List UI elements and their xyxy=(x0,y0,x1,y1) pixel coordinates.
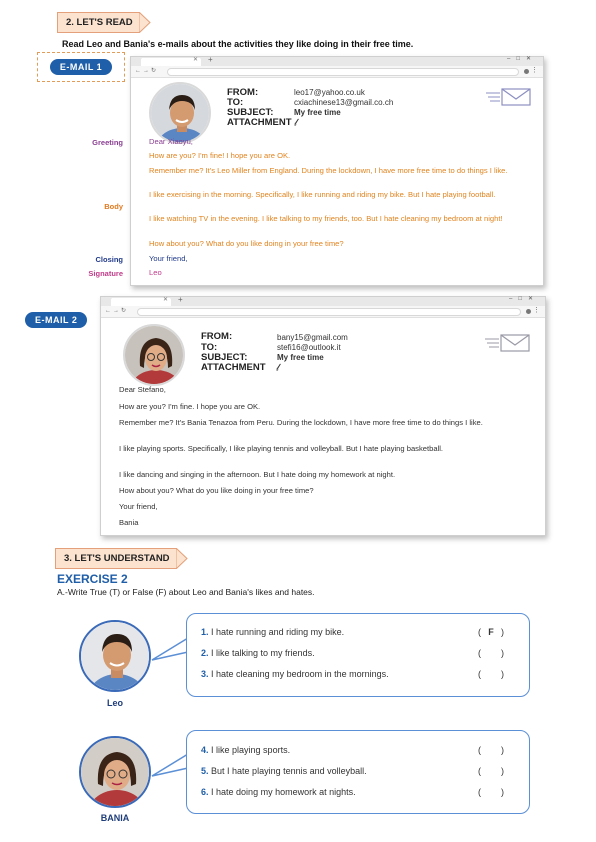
bania-avatar xyxy=(123,324,185,386)
answer-4[interactable]: ( ) xyxy=(478,745,504,755)
section-understand-label: 3. LET'S UNDERSTAND xyxy=(55,548,176,569)
attachment-paperclip-icon[interactable]: 𝓁 xyxy=(294,118,298,129)
statement-1: 1. I hate running and riding my bike. xyxy=(201,627,345,637)
email1-body-line-2: Remember me? It's Leo Miller from England. During the lockdown, I have more free time to do things I like. xyxy=(149,166,508,175)
envelope-icon xyxy=(486,87,532,107)
email2-body-line-1: How are you? I'm fine. I hope you are OK. xyxy=(119,402,261,411)
greeting-side-label: Greeting xyxy=(92,138,123,147)
profile-icon[interactable] xyxy=(524,69,529,74)
email2-body-line-4: I like dancing and singing in the afternoon. But I hate doing my homework at night. xyxy=(119,470,396,479)
exercise-title: EXERCISE 2 xyxy=(57,572,128,586)
browser-urlbar xyxy=(101,306,545,318)
body-side-label: Body xyxy=(104,202,123,211)
email1-window xyxy=(130,56,544,286)
window-controls-icon[interactable]: –□✕ xyxy=(507,56,537,62)
from-value: bany15@gmail.com xyxy=(277,333,348,342)
bania-name: BANIA xyxy=(100,813,130,823)
email2-tag-box xyxy=(25,310,87,328)
subject-value: My free time xyxy=(294,108,341,117)
menu-icon[interactable]: ⋮ xyxy=(531,67,538,74)
browser-tabbar xyxy=(101,297,545,306)
subject-label: SUBJECT: xyxy=(227,107,274,118)
statement-6: 6. I hate doing my homework at nights. xyxy=(201,787,356,797)
to-value: cxiachinese13@gmail.co.ch xyxy=(294,98,394,107)
subject-label: SUBJECT: xyxy=(201,352,248,363)
from-value: leo17@yahoo.co.uk xyxy=(294,88,365,97)
signature-side-label: Signature xyxy=(88,269,123,278)
email1-signature: Leo xyxy=(149,268,162,277)
email2-body-line-5: How about you? What do you like doing in your free time? xyxy=(119,486,314,495)
tag-arrow-icon xyxy=(176,548,188,569)
bania-bubble-pointer xyxy=(150,748,190,788)
email2-closing: Your friend, xyxy=(119,502,158,511)
answer-5[interactable]: ( ) xyxy=(478,766,504,776)
address-bar[interactable] xyxy=(137,308,521,316)
email1-tag-box xyxy=(37,52,125,82)
email1-greeting: Dear Xiaoyu, xyxy=(149,137,193,146)
answer-3[interactable]: ( ) xyxy=(478,669,504,679)
section-read-label: 2. LET'S READ xyxy=(57,12,139,33)
browser-tab[interactable] xyxy=(111,298,171,306)
statement-2: 2. I like talking to my friends. xyxy=(201,648,315,658)
email2-body-line-2: Remember me? It's Bania Tenazoa from Peru. During the lockdown, I have more free time to do things I like. xyxy=(119,418,483,427)
menu-icon[interactable]: ⋮ xyxy=(533,307,540,314)
tab-close-icon[interactable]: ✕ xyxy=(163,297,169,303)
attachment-label: ATTACHMENT xyxy=(201,362,266,373)
from-label: FROM: xyxy=(227,87,259,98)
tab-close-icon[interactable]: ✕ xyxy=(193,57,199,63)
email1-body-line-5: How about you? What do you like doing in your free time? xyxy=(149,239,344,248)
email2-signature: Bania xyxy=(119,518,139,527)
answer-2[interactable]: ( ) xyxy=(478,648,504,658)
window-controls-icon[interactable]: –□✕ xyxy=(509,296,539,302)
to-label: TO: xyxy=(227,97,244,108)
email2-body-line-3: I like playing sports. Specifically, I like playing tennis and volleyball. But I hate playing basketball. xyxy=(119,444,444,453)
from-label: FROM: xyxy=(201,331,233,342)
nav-arrows-icon[interactable]: ←→↻ xyxy=(135,68,159,74)
closing-side-label: Closing xyxy=(95,255,123,264)
to-value: stefi16@outlook.it xyxy=(277,343,341,352)
email1-body-line-1: How are you? I'm fine! I hope you are OK. xyxy=(149,151,291,160)
email1-tag: E-MAIL 1 xyxy=(50,59,112,75)
subject-value: My free time xyxy=(277,353,324,362)
browser-tabbar xyxy=(131,57,543,66)
leo-bubble-pointer xyxy=(150,632,190,672)
section-understand-tag xyxy=(55,548,188,569)
statement-4: 4. I like playing sports. xyxy=(201,745,291,755)
email2-window xyxy=(100,296,546,536)
statement-5: 5. But I hate playing tennis and volleyball. xyxy=(201,766,367,776)
attachment-label: ATTACHMENT xyxy=(227,117,292,128)
browser-urlbar xyxy=(131,66,543,78)
read-instruction: Read Leo and Bania's e-mails about the activities they like doing in their free time. xyxy=(62,39,414,49)
leo-name: Leo xyxy=(106,698,123,708)
answer-1[interactable]: ( F ) xyxy=(478,627,504,637)
answer-6[interactable]: ( ) xyxy=(478,787,504,797)
leo-photo xyxy=(79,620,151,692)
email1-closing: Your friend, xyxy=(149,254,188,263)
bania-photo xyxy=(79,736,151,808)
attachment-paperclip-icon[interactable]: 𝓁 xyxy=(276,363,280,374)
email1-body-line-4: I like watching TV in the evening. I like talking to my friends, too. But I hate cleaning my bedroom at night! xyxy=(149,214,503,223)
exercise-instruction: A.-Write True (T) or False (F) about Leo and Bania's likes and hates. xyxy=(57,587,315,597)
email2-greeting: Dear Stefano, xyxy=(119,385,166,394)
section-read-tag xyxy=(57,12,151,33)
new-tab-icon[interactable]: + xyxy=(178,295,183,304)
leo-avatar xyxy=(149,82,211,144)
profile-icon[interactable] xyxy=(526,309,531,314)
email1-body-line-3: I like exercising in the morning. Specifically, I like running and riding my bike. But I hate playing football. xyxy=(149,190,496,199)
nav-arrows-icon[interactable]: ←→↻ xyxy=(105,308,129,314)
address-bar[interactable] xyxy=(167,68,519,76)
statement-3: 3. I hate cleaning my bedroom in the mornings. xyxy=(201,669,389,679)
to-label: TO: xyxy=(201,342,218,353)
browser-tab[interactable] xyxy=(141,58,201,66)
email2-tag: E-MAIL 2 xyxy=(25,312,87,328)
envelope-icon xyxy=(485,333,531,353)
tag-arrow-icon xyxy=(139,12,151,33)
new-tab-icon[interactable]: + xyxy=(208,55,213,64)
